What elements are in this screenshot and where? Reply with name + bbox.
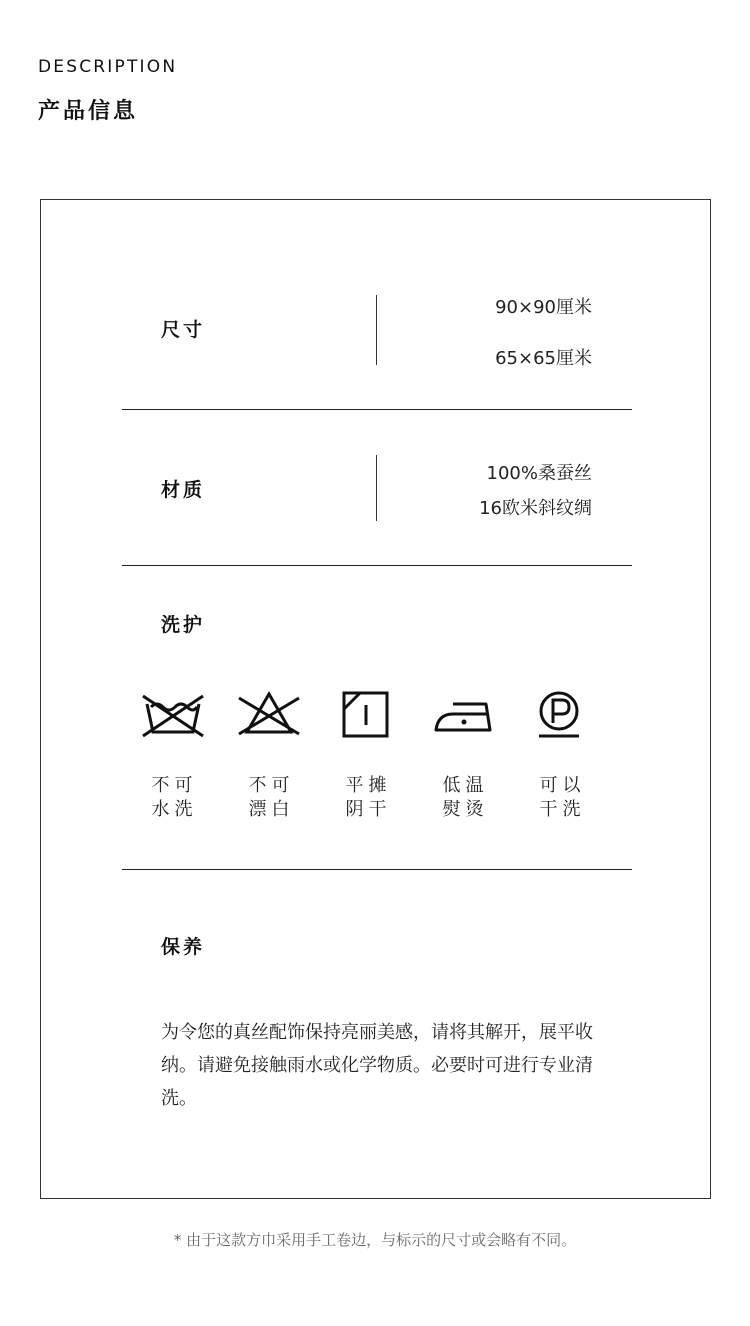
care-text-line: 干洗 <box>539 799 586 820</box>
care-item-low-iron <box>423 690 503 822</box>
maintenance-text: 为令您的真丝配饰保持亮丽美感，请将其解开，展平收纳。请避免接触雨水或化学物质。必要时可进行专业清洗。 <box>161 1022 593 1109</box>
care-item-flat-dry <box>326 690 406 822</box>
care-item-no-bleach <box>229 690 309 822</box>
size-value-2: 65×65厘米 <box>495 348 592 369</box>
care-label-low-iron <box>423 774 503 822</box>
care-label-dry-clean <box>520 774 600 822</box>
material-value-1: 100%桑蚕丝 <box>486 463 592 484</box>
size-label: 尺寸 <box>161 319 206 341</box>
care-label: 洗护 <box>161 614 206 636</box>
care-label-no-wash <box>132 774 212 822</box>
care-text-line: 平摊 <box>345 775 392 796</box>
care-text-line: 漂白 <box>248 799 295 820</box>
care-text-line: 低温 <box>442 775 489 796</box>
care-text-line: 不可 <box>248 775 295 796</box>
material-value-2: 16欧米斜纹绸 <box>479 498 592 519</box>
no-bleach-icon <box>234 690 304 740</box>
care-text-line: 水洗 <box>151 799 198 820</box>
no-wash-icon <box>137 690 207 740</box>
care-label-no-bleach <box>229 774 309 822</box>
section-divider <box>122 869 632 870</box>
header-title-cn: 产品信息 <box>38 99 139 124</box>
flat-dry-shade-icon <box>331 690 401 740</box>
maintenance-label: 保养 <box>161 936 206 958</box>
dry-clean-icon <box>525 690 595 740</box>
size-divider <box>376 295 377 365</box>
care-text-line: 阴干 <box>345 799 392 820</box>
care-text-line: 熨烫 <box>442 799 489 820</box>
care-item-dry-clean <box>520 690 600 822</box>
size-value-1: 90×90厘米 <box>495 297 592 318</box>
material-divider <box>376 455 377 521</box>
care-label-flat-dry <box>326 774 406 822</box>
care-text-line: 可以 <box>539 775 586 796</box>
low-iron-icon <box>428 690 498 740</box>
footnote: * 由于这款方巾采用手工卷边，与标示的尺寸或会略有不同。 <box>173 1231 577 1249</box>
section-divider <box>122 409 632 410</box>
material-label: 材质 <box>161 479 206 501</box>
header-title-en: DESCRIPTION <box>38 57 178 77</box>
info-card <box>40 199 711 1199</box>
care-text-line: 不可 <box>151 775 198 796</box>
care-item-no-wash <box>132 690 212 822</box>
section-divider <box>122 565 632 566</box>
